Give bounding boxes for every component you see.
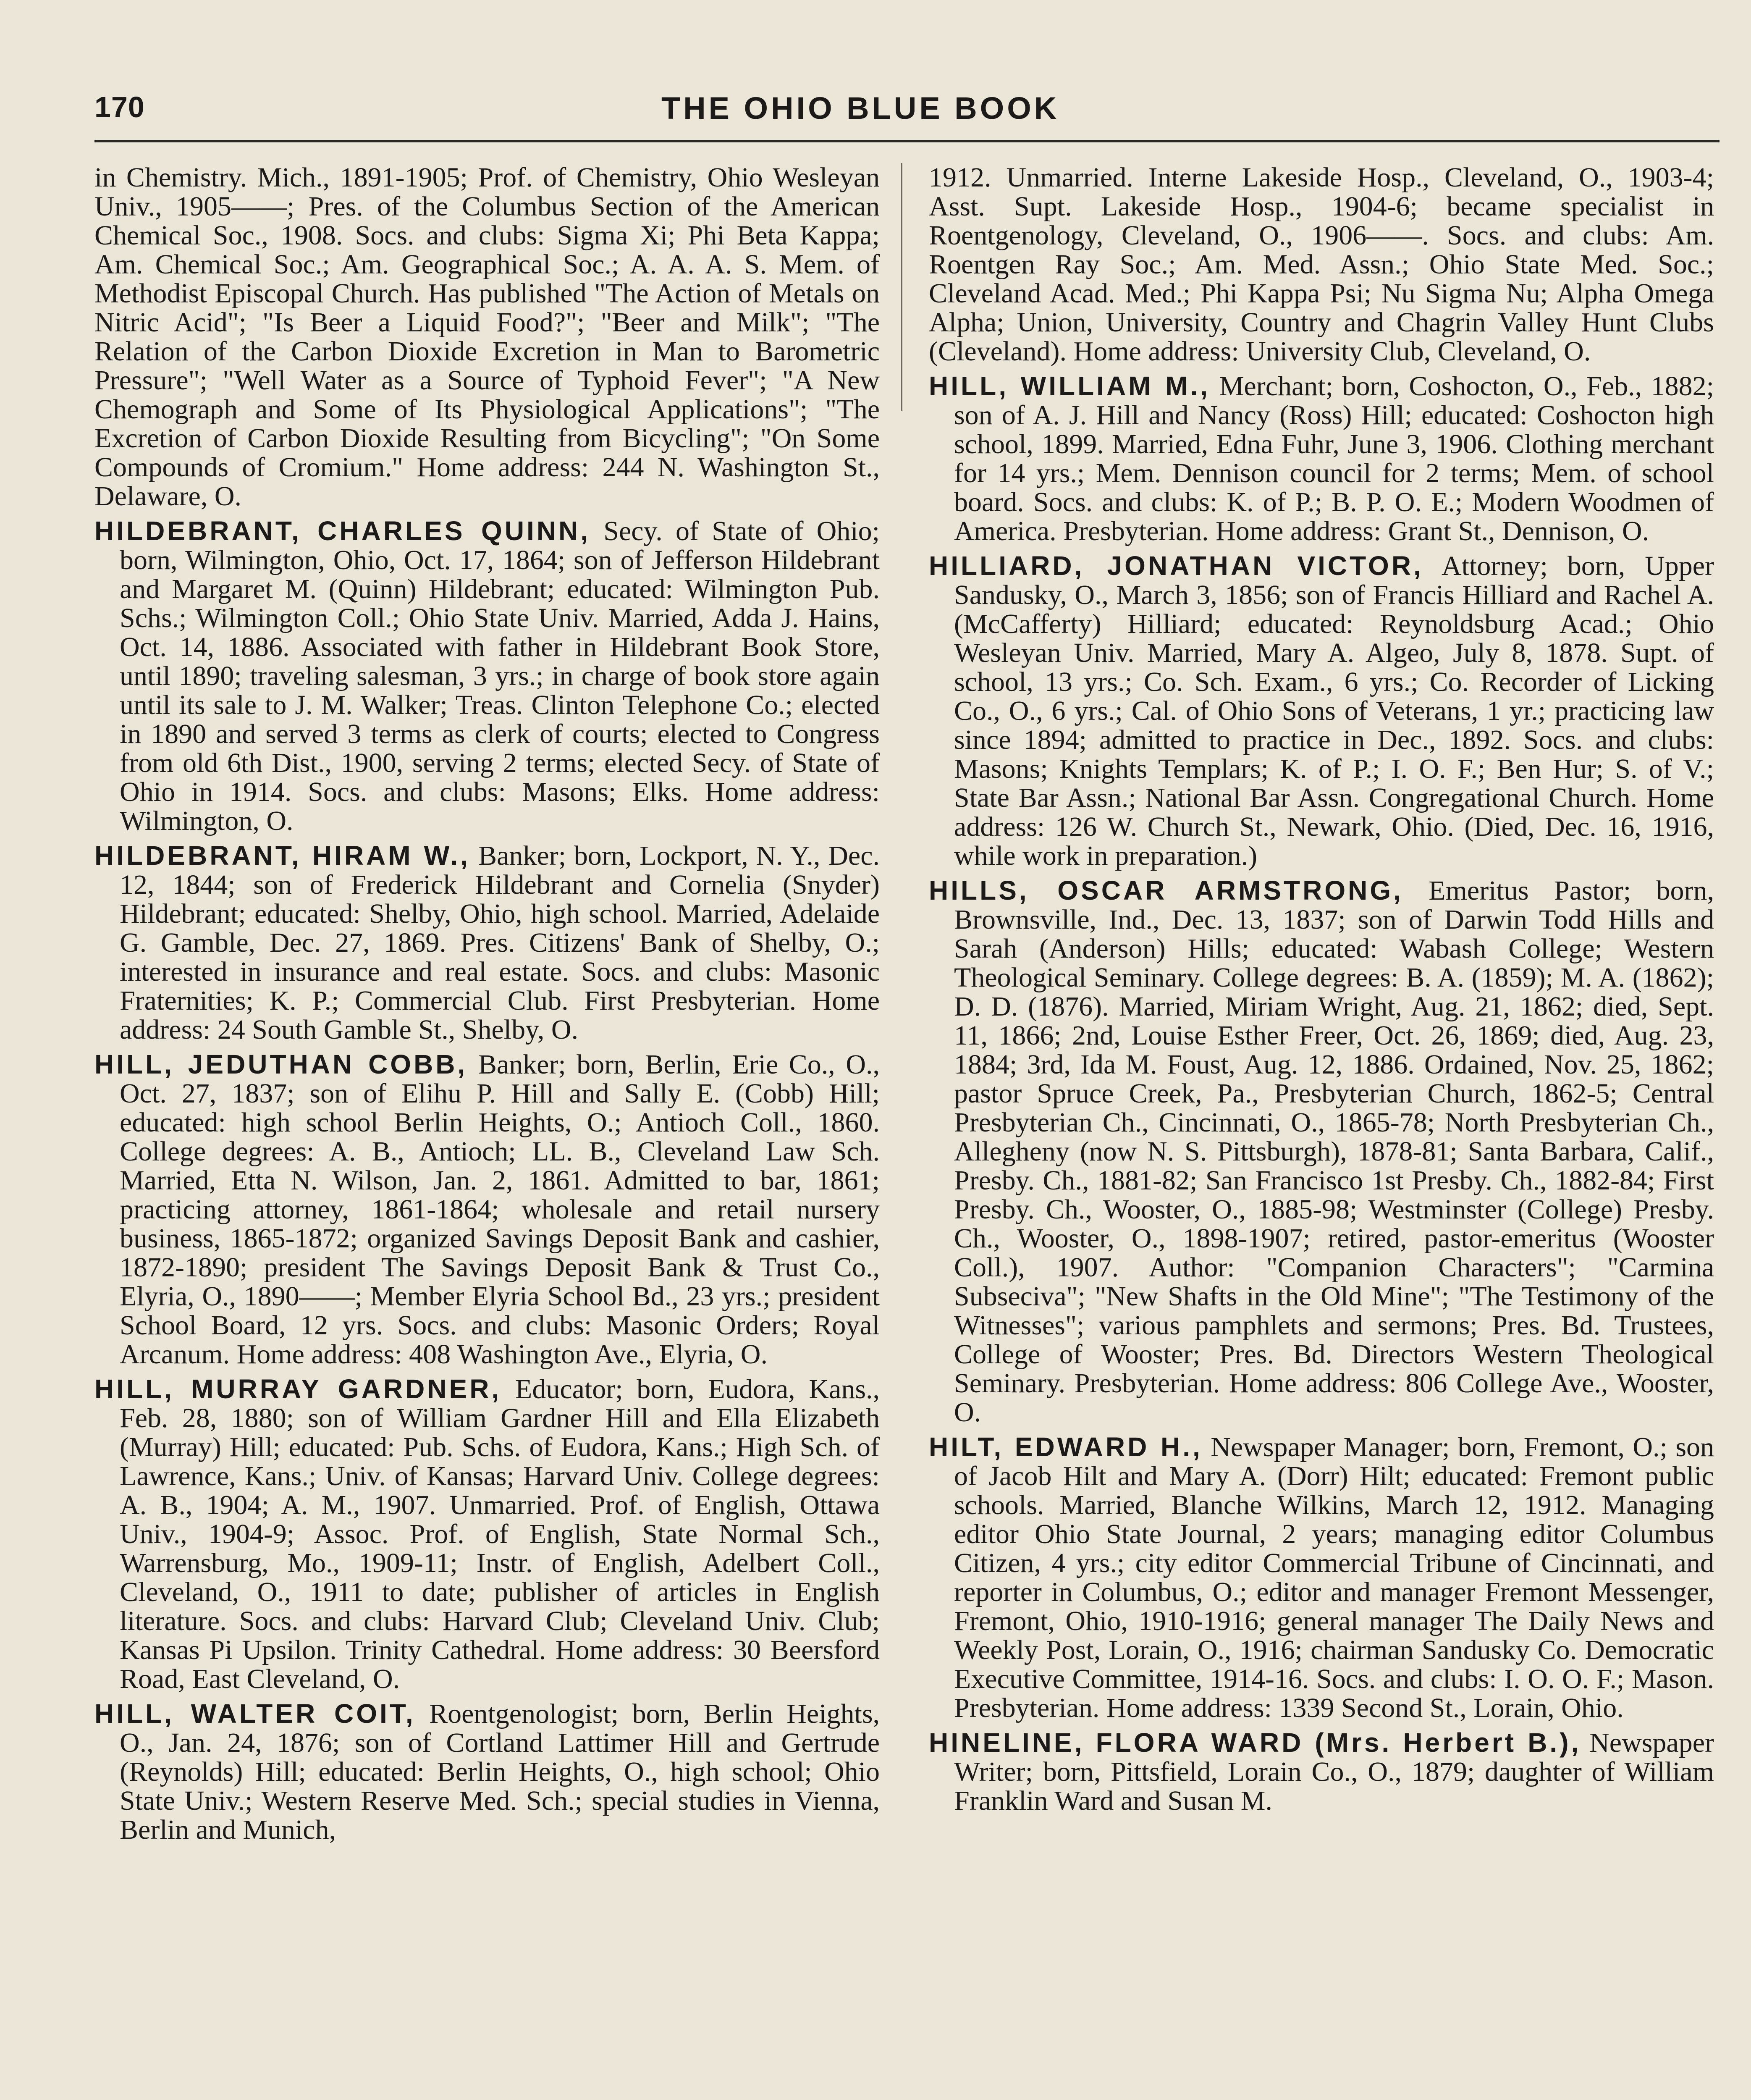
entry-text: Emeritus Pastor; born, Brownsville, Ind., Dec. 13, 1837; son of Darwin Todd Hills and Sarah (Anderson) Hills; educated: Wabash College; Western Theological Seminary. College degrees: B. A. (1859); M. A. (1862); D. D. (1876). Married, Miriam Wright, Aug. 21, 1862; died, Sept. 11, 1866; 2nd, Louise Esther Freer, Oct. 26, 1869; died, Aug. 23, 1884; 3rd, Ida M. Foust, Aug. 12, 1886. Ordained, Nov. 25, 1862; pastor Spruce Creek, Pa., Presbyterian Church, 1862-5; Central Presbyterian Ch., Cincinnati, O., 1865-78; North Presbyterian Ch., Allegheny (now N. S. Pittsburgh), 1878-81; Santa Barbara, Calif., Presby. Ch., 1881-82; San Francisco 1st Presby. Ch., 1882-84; First Presby. Ch., Wooster, O., 1885-98; Westminster (College) Presby. Ch., Wooster, O., 1898-1907; retired, pastor-emeritus (Wooster Coll.), 1907. Author: "Companion Characters"; "Carmina Subseciva"; "New Shafts in the Old Mine"; "The Testimony of the Witnesses"; various pamphlets and sermons; Pres. Bd. Trustees, College of Wooster; Pres. Bd. Directors Western Theological Seminary. Presbyterian. Home address: 806 College Ave., Wooster, O.: [954, 875, 1714, 1428]
biography-entry-hilliard-jonathan: [929, 551, 1714, 870]
left-column: [94, 163, 880, 2100]
biography-entry-hill-william: [929, 372, 1714, 546]
entry-name: HILLIARD, JONATHAN VICTOR,: [929, 551, 1423, 581]
entry-text: Educator; born, Eudora, Kans., Feb. 28, 1880; son of William Gardner Hill and Ella Elizabeth (Murray) Hill; educated: Pub. Schs. of Eudora, Kans.; High Sch. of Lawrence, Kans.; Univ. of Kansas; Harvard Univ. College degrees: A. B., 1904; A. M., 1907. Unmarried. Prof. of English, Ottawa Univ., 1904-9; Assoc. Prof. of English, State Normal Sch., Warrensburg, Mo., 1909-11; Instr. of English, Adelbert Coll., Cleveland, O., 1911 to date; publisher of articles in English literature. Socs. and clubs: Harvard Club; Cleveland Univ. Club; Kansas Pi Upsilon. Trinity Cathedral. Home address: 30 Beersford Road, East Cleveland, O.: [120, 1374, 880, 1694]
running-title: THE OHIO BLUE BOOK: [661, 91, 1060, 126]
biography-entry-hineline-flora: [929, 1728, 1714, 1815]
biography-entry-hill-walter: [94, 1699, 880, 1844]
biography-entry-hills-oscar: [929, 876, 1714, 1427]
entry-text: Banker; born, Berlin, Erie Co., O., Oct. 27, 1837; son of Elihu P. Hill and Sally E. (Cobb) Hill; educated: high school Berlin Heights, O.; Antioch Coll., 1860. College degrees: A. B., Antioch; LL. B., Cleveland Law Sch. Married, Etta N. Wilson, Jan. 2, 1861. Admitted to bar, 1861; practicing attorney, 1861-1864; wholesale and retail nursery business, 1865-1872; organized Savings Deposit Bank and cashier, 1872-1890; president The Savings Deposit Bank & Trust Co., Elyria, O., 1890——; Member Elyria School Bd., 23 yrs.; president School Board, 12 yrs. Socs. and clubs: Masonic Orders; Royal Arcanum. Home address: 408 Washington Ave., Elyria, O.: [120, 1049, 880, 1370]
entry-text: Newspaper Manager; born, Fremont, O.; son of Jacob Hilt and Mary A. (Dorr) Hilt; educated: Fremont public schools. Married, Blanche Wilkins, March 12, 1912. Managing editor Ohio State Journal, 2 years; managing editor Columbus Citizen, 4 yrs.; city editor Commercial Tribune of Cincinnati, and reporter in Columbus, O.; editor and manager Fremont Messenger, Fremont, Ohio, 1910-1916; general manager The Daily News and Weekly Post, Lorain, O., 1916; chairman Sandusky Co. Democratic Executive Committee, 1914-16. Socs. and clubs: I. O. O. F.; Mason. Presbyterian. Home address: 1339 Second St., Lorain, Ohio.: [954, 1432, 1714, 1723]
entry-name: HILL, JEDUTHAN COBB,: [94, 1049, 468, 1079]
entry-name: HILT, EDWARD H.,: [929, 1432, 1203, 1462]
header-rule: [94, 140, 1720, 142]
entry-text: Roentgenologist; born, Berlin Heights, O., Jan. 24, 1876; son of Cortland Lattimer Hill and Gertrude (Reynolds) Hill; educated: Berlin Heights, O., high school; Ohio State Univ.; Western Reserve Med. Sch.; special studies in Vienna, Berlin and Munich,: [120, 1698, 880, 1845]
page-number: 170: [94, 91, 145, 123]
column-divider: [901, 163, 902, 411]
entry-text: Secy. of State of Ohio; born, Wilmington, Ohio, Oct. 17, 1864; son of Jefferson Hildebrant and Margaret M. (Quinn) Hildebrant; educated: Wilmington Pub. Schs.; Wilmington Coll.; Ohio State Univ. Married, Adda J. Hains, Oct. 14, 1886. Associated with father in Hildebrant Book Store, until 1890; traveling salesman, 3 yrs.; in charge of book store again until its sale to J. M. Walker; Treas. Clinton Telephone Co.; elected in 1890 and served 3 terms as clerk of courts; elected to Congress from old 6th Dist., 1900, serving 2 terms; elected Secy. of State of Ohio in 1914. Socs. and clubs: Masons; Elks. Home address: Wilmington, O.: [120, 516, 880, 836]
continued-entry-text: 1912. Unmarried. Interne Lakeside Hosp., Cleveland, O., 1903-4; Asst. Supt. Lakeside Hosp., 1904-6; became specialist in Roentgenology, Cleveland, O., 1906——. Socs. and clubs: Am. Roentgen Ray Soc.; Am. Med. Assn.; Ohio State Med. Soc.; Cleveland Acad. Med.; Phi Kappa Psi; Nu Sigma Nu; Alpha Omega Alpha; Union, University, Country and Chagrin Valley Hunt Clubs (Cleveland). Home address: University Club, Cleveland, O.: [929, 163, 1714, 367]
entry-name: HILLS, OSCAR ARMSTRONG,: [929, 875, 1403, 906]
entry-text: Banker; born, Lockport, N. Y., Dec. 12, 1844; son of Frederick Hildebrant and Cornelia (Snyder) Hildebrant; educated: Shelby, Ohio, high school. Married, Adelaide G. Gamble, Dec. 27, 1869. Pres. Citizens' Bank of Shelby, O.; interested in insurance and real estate. Socs. and clubs: Masonic Fraternities; K. P.; Commercial Club. First Presbyterian. Home address: 24 South Gamble St., Shelby, O.: [120, 840, 880, 1045]
entry-name: HINELINE, FLORA WARD (Mrs. Herbert B.),: [929, 1727, 1581, 1758]
entry-name: HILL, WILLIAM M.,: [929, 371, 1211, 401]
continued-entry-text: in Chemistry. Mich., 1891-1905; Prof. of Chemistry, Ohio Wesleyan Univ., 1905——; Pres. of the Columbus Section of the American Chemical Soc., 1908. Socs. and clubs: Sigma Xi; Phi Beta Kappa; Am. Chemical Soc.; Am. Geographical Soc.; A. A. A. S. Mem. of Methodist Episcopal Church. Has published "The Action of Metals on Nitric Acid"; "Is Beer a Liquid Food?"; "Beer and Milk"; "The Relation of the Carbon Dioxide Excretion in Man to Barometric Pressure"; "Well Water as a Source of Typhoid Fever"; "A New Chemograph and Some of Its Physiological Applications"; "The Excretion of Carbon Dioxide Resulting from Bicycling"; "On Some Compounds of Cromium." Home address: 244 N. Washington St., Delaware, O.: [94, 163, 880, 512]
entry-text: Newspaper Writer; born, Pittsfield, Lorain Co., O., 1879; daughter of William Franklin Ward and Susan M.: [954, 1727, 1714, 1816]
right-column: [929, 163, 1714, 2100]
entry-name: HILL, MURRAY GARDNER,: [94, 1374, 502, 1404]
entry-name: HILL, WALTER COIT,: [94, 1698, 416, 1729]
biography-entry-hilt-edward: [929, 1433, 1714, 1722]
entry-text: Merchant; born, Coshocton, O., Feb., 1882; son of A. J. Hill and Nancy (Ross) Hill; educated: Coshocton high school, 1899. Married, Edna Fuhr, June 3, 1906. Clothing merchant for 14 yrs.; Mem. Dennison council for 2 terms; Mem. of school board. Socs. and clubs: K. of P.; B. P. O. E.; Modern Woodmen of America. Presbyterian. Home address: Grant St., Dennison, O.: [954, 371, 1714, 546]
page-header: [94, 88, 1720, 139]
entry-name: HILDEBRANT, HIRAM W.,: [94, 840, 471, 871]
entry-text: Attorney; born, Upper Sandusky, O., March 3, 1856; son of Francis Hilliard and Rachel A. (McCafferty) Hilliard; educated: Reynoldsburg Acad.; Ohio Wesleyan Univ. Married, Mary A. Algeo, July 8, 1878. Supt. of school, 13 yrs.; Co. Sch. Exam., 6 yrs.; Co. Recorder of Licking Co., O., 6 yrs.; Cal. of Ohio Sons of Veterans, 1 yr.; practicing law since 1894; admitted to practice in Dec., 1892. Socs. and clubs: Masons; Knights Templars; K. of P.; I. O. F.; Ben Hur; S. of V.; State Bar Assn.; National Bar Assn. Congregational Church. Home address: 126 W. Church St., Newark, Ohio. (Died, Dec. 16, 1916, while work in preparation.): [954, 551, 1714, 871]
biography-entry-hill-jeduthan: [94, 1050, 880, 1369]
biography-entry-hildebrant-charles: [94, 517, 880, 835]
entry-name: HILDEBRANT, CHARLES QUINN,: [94, 516, 591, 546]
biography-entry-hill-murray: [94, 1375, 880, 1693]
biography-entry-hildebrant-hiram: [94, 841, 880, 1044]
